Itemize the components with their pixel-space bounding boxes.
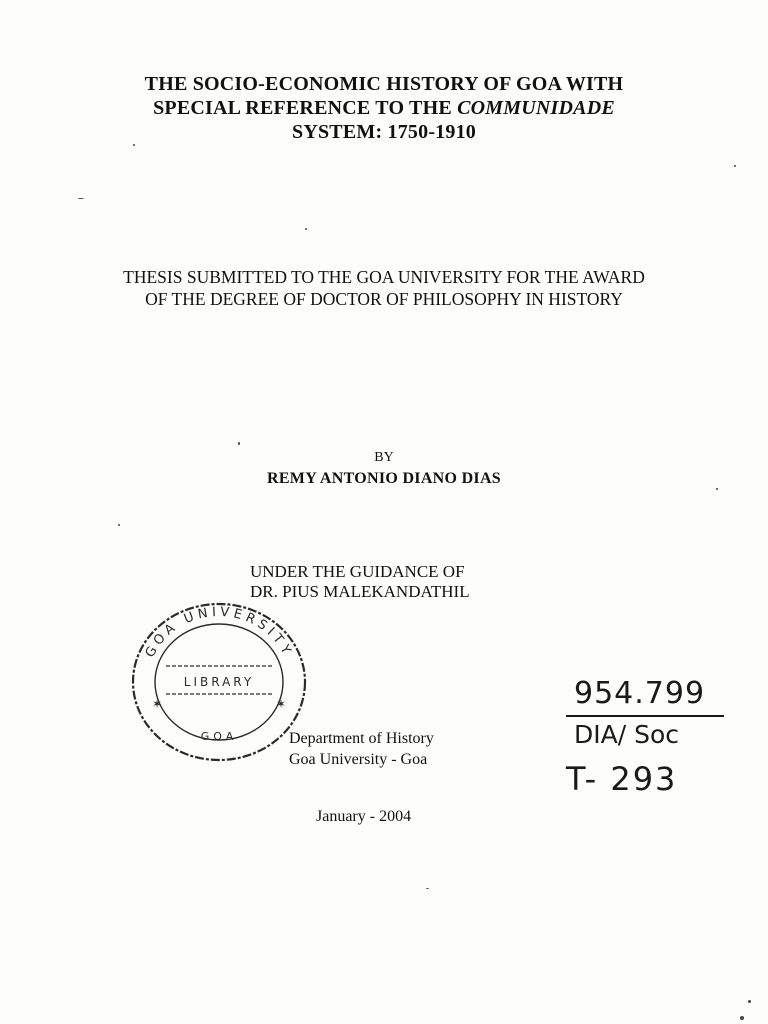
stamp-star-icon: ✶	[276, 697, 287, 711]
guidance-line-1: UNDER THE GUIDANCE OF	[250, 562, 465, 581]
stamp-star-icon: ✶	[152, 697, 163, 711]
scan-speck	[740, 1016, 744, 1020]
title-line-2	[0, 96, 768, 120]
scan-speck	[426, 888, 429, 889]
call-number-line-1: 954.799	[574, 676, 706, 711]
scan-speck	[238, 442, 240, 445]
scan-speck	[78, 198, 84, 199]
by-label: BY	[374, 450, 394, 465]
title-line-1: THE SOCIO-ECONOMIC HISTORY OF GOA WITH	[144, 73, 624, 95]
scan-speck	[305, 228, 307, 230]
scan-speck	[716, 488, 718, 490]
call-number-line-2: DIA/ Soc	[574, 720, 680, 749]
department-line-2: Goa University - Goa	[289, 751, 428, 768]
university-library-stamp	[126, 596, 312, 766]
guidance-line-2: DR. PIUS MALEKANDATHIL	[250, 582, 470, 601]
subtitle-line-2: OF THE DEGREE OF DOCTOR OF PHILOSOPHY IN HISTORY	[145, 289, 623, 309]
scan-speck	[734, 165, 736, 167]
thesis-subtitle	[0, 266, 768, 310]
stamp-bottom-text: GOA	[200, 730, 238, 743]
thesis-title	[0, 72, 768, 144]
subtitle-line-1: THESIS SUBMITTED TO THE GOA UNIVERSITY FOR THE AWARD	[123, 267, 645, 287]
department-block	[289, 728, 434, 770]
title-line-2-prefix: SPECIAL REFERENCE TO THE	[153, 97, 458, 119]
submission-date: January - 2004	[316, 808, 412, 825]
stamp-outer-text: GOA UNIVERSITY	[142, 604, 296, 661]
stamp-inner-text: LIBRARY	[183, 675, 255, 689]
scan-speck	[118, 524, 120, 526]
scan-speck	[748, 1000, 751, 1003]
title-line-2-italic: COMMUNIDADE	[457, 97, 615, 119]
call-number-line-3: T- 293	[566, 760, 678, 798]
scan-speck	[133, 144, 135, 146]
department-line-1: Department of History	[289, 730, 434, 747]
title-line-3: SYSTEM: 1750-1910	[292, 121, 476, 143]
author-name: REMY ANTONIO DIANO DIAS	[266, 470, 502, 487]
call-number-underline	[566, 715, 724, 717]
